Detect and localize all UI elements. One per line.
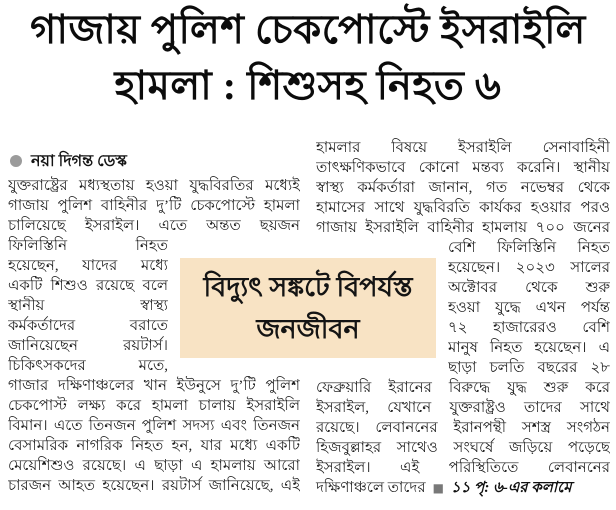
text-line: বেসামরিক নাগরিক নিহত হন, যার মধ্যে একটি bbox=[8, 438, 300, 454]
text-line: হামাসের সাথে যুদ্ধবিরতি কার্যকর হওয়ার পরও bbox=[316, 200, 610, 216]
text-line: চালিয়েছে ইসরাইল। এতে অন্তত ছয়জন bbox=[8, 218, 300, 234]
highlight-box-line-2: জনজীবন bbox=[256, 314, 360, 344]
text-line: অক্টোবর থেকে শুরু bbox=[448, 280, 610, 296]
text-line: গাজায় ইসরাইলি বাহিনীর হামলায় ৭০০ জনের bbox=[316, 220, 610, 236]
text-line: তাৎক্ষণিকভাবে কোনো মন্তব্য করেনি। স্থানীয় bbox=[316, 160, 610, 176]
text-line: চিকিৎসকদের মতে, bbox=[8, 358, 168, 374]
text-line: হয়েছেন। ২০২৩ সালের bbox=[448, 260, 610, 276]
left-column-paragraph-bottom bbox=[8, 376, 300, 496]
text-line: বিমান। এতে তিনজন পুলিশ সদস্য এবং তিনজন bbox=[8, 418, 300, 434]
text-line: যুক্তরাষ্ট্রের মধ্যস্থতায় হওয়া যুদ্ধবিরতির মধ্যেই bbox=[8, 178, 300, 194]
related-story-highlight-box bbox=[180, 258, 436, 358]
text-line: স্থানীয় স্বাস্থ্য bbox=[8, 298, 168, 314]
text-line: স্বাস্থ্য কর্মকর্তারা জানান, গত নভেম্বর থেকে bbox=[316, 180, 610, 196]
continuation-text: দক্ষিণাঞ্চলে তাদের bbox=[316, 479, 426, 496]
text-line: মানুষ নিহত হয়েছেন। এ bbox=[448, 340, 610, 356]
text-line: বেশি ফিলিস্তিনি নিহত bbox=[448, 240, 610, 256]
text-line: ইসরাইল। এই পরিস্থিতিতে লেবাননের bbox=[316, 460, 610, 476]
text-line: গাজার দক্ষিণাঞ্চলের খান ইউনুসে দু’টি পুলিশ bbox=[8, 378, 300, 394]
text-line: ৭২ হাজারেরও বেশি bbox=[448, 320, 610, 336]
text-line: হিজবুল্লাহর সাথেও সংঘর্ষে জড়িয়ে পড়েছে bbox=[316, 440, 610, 456]
byline bbox=[10, 150, 127, 172]
text-line: চারজন আহত হয়েছেন। রয়টার্স জানিয়েছে, এই bbox=[8, 478, 300, 494]
text-line: চেকপোস্ট লক্ষ্য করে হামলা চালায় ইসরাইলি bbox=[8, 398, 300, 414]
text-line: জানিয়েছেন রয়টার্স। bbox=[8, 338, 168, 354]
headline-line-2: হামলা : শিশুসহ নিহত ৬ bbox=[114, 63, 502, 108]
byline-bullet-icon bbox=[10, 155, 22, 167]
jump-page-reference: ১১ পৃ: ৬-এর কলামে bbox=[450, 479, 572, 496]
text-line: রয়েছে। লেবাননের ইরানপন্থী সশস্ত্র সংগঠন bbox=[316, 420, 610, 436]
headline-line-1: গাজায় পুলিশ চেকপোস্টে ইসরাইলি bbox=[30, 7, 586, 52]
text-line: ফিলিস্তিনি নিহত bbox=[8, 238, 168, 254]
text-line: কর্মকর্তাদের বরাতে bbox=[8, 318, 168, 334]
text-line: ছাড়া চলতি বছরের ২৮ bbox=[448, 360, 610, 376]
text-line: ফেব্রুয়ারি ইরানের বিরুদ্ধে যুদ্ধ শুরু করে bbox=[316, 380, 610, 396]
highlight-box-line-1: বিদ্যুৎ সঙ্কটে বিপর্যস্ত bbox=[203, 272, 413, 302]
text-line: ইসরাইল, যেখানে যুক্তরাষ্ট্রও তাদের সাথে bbox=[316, 400, 610, 416]
byline-text: নয়া দিগন্ত ডেস্ক bbox=[31, 152, 127, 170]
text-line: মেয়েশিশুও রয়েছে। এ ছাড়া এ হামলায় আরো bbox=[8, 458, 300, 474]
left-column-narrow-text bbox=[8, 236, 168, 376]
text-line: হয়েছেন, যাদের মধ্যে bbox=[8, 258, 168, 274]
text-line: একটি শিশুও রয়েছে বলে bbox=[8, 278, 168, 294]
right-column-narrow-text bbox=[448, 238, 610, 378]
article-headline bbox=[0, 2, 616, 114]
right-column-paragraph-bottom bbox=[316, 378, 610, 478]
text-line: হামলার বিষয়ে ইসরাইলি সেনাবাহিনী bbox=[316, 140, 610, 156]
right-column-paragraph-top bbox=[316, 138, 610, 238]
text-line: হওয়া যুদ্ধে এখন পর্যন্ত bbox=[448, 300, 610, 316]
jump-marker-icon: ■ bbox=[432, 481, 444, 495]
continuation-line bbox=[316, 478, 610, 498]
text-line: গাজায় পুলিশ বাহিনীর দু’টি চেকপোস্টে হামলা bbox=[8, 198, 300, 214]
left-column-paragraph-top bbox=[8, 176, 300, 236]
